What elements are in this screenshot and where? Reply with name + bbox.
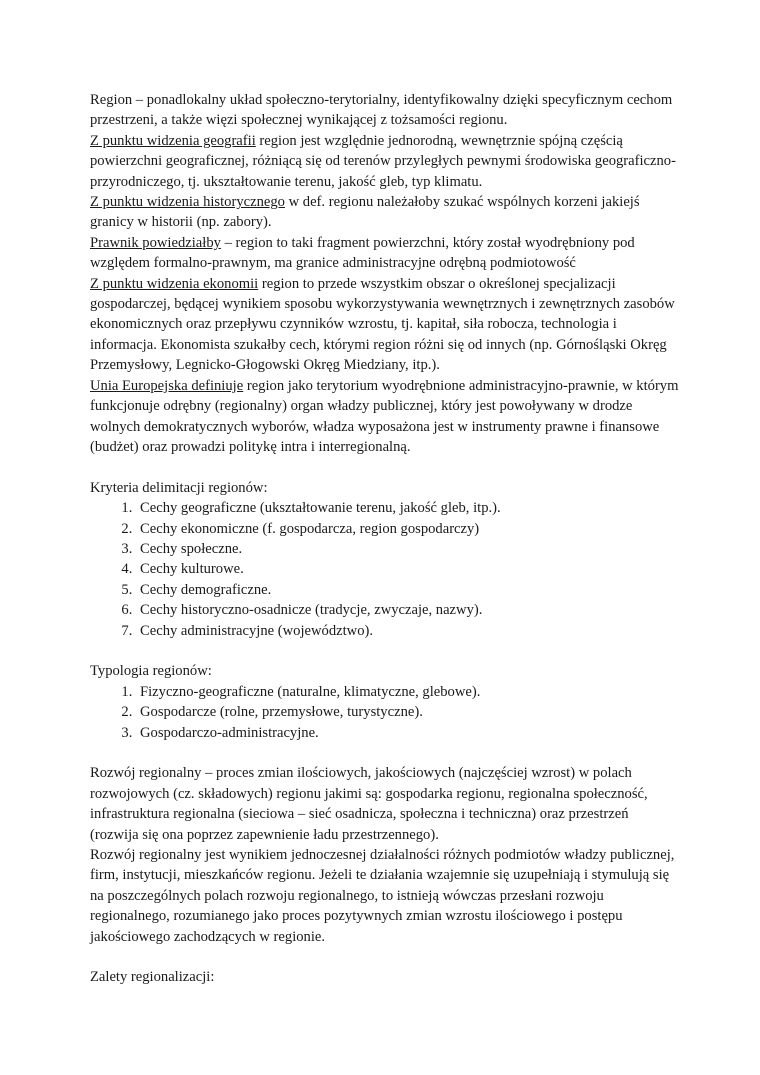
list-item: 3. Cechy społeczne. [136,539,680,559]
development-paragraph-1: Rozwój regionalny – proces zmian ilościowych, jakościowych (najczęściej wzrost) w polach rozwojowych (cz. składowych) regionu jakimi są: gospodarka regionu, regionalna społeczność, infrastruktura regionalna (sieciowa – sieć osadnicza, społeczna i techniczna) oraz przestrzeń (rozwija się ona poprzez zapewnienie ładu przestrzennego). [90,765,648,843]
list-item: 1. Cechy geograficzne (ukształtowanie terenu, jakość gleb, itp.). [136,498,680,518]
view-eu-lead: Unia Europejska definiuje [90,377,244,394]
view-geography-text: region jest względnie jednorodną, wewnętrznie spójną częścią powierzchni geograficznej, różniącą się od terenów przyległych pewnymi środowiska geograficzno-przyrodniczego, tj. ukształtowanie terenu, jakość gleb, typ klimatu. [90,132,676,190]
list-item: 3. Gospodarczo-administracyjne. [136,723,680,743]
list-item: 2. Cechy ekonomiczne (f. gospodarcza, region gospodarczy) [136,519,680,539]
region-definition: Region – ponadlokalny układ społeczno-terytorialny, identyfikowalny dzięki specyficznym cechom przestrzeni, a także więzi społecznej wynikającej z tożsamości regionu. [90,92,673,129]
view-law-text: – region to taki fragment powierzchni, który został wyodrębniony pod względem formalno-prawnym, ma granice administracyjne odrębną podmiotowość [90,234,635,272]
view-law [90,233,680,274]
list-item: 7. Cechy administracyjne (województwo). [136,621,680,641]
view-geography [90,131,680,192]
list-item: 5. Cechy demograficzne. [136,580,680,600]
list-item: 6. Cechy historyczno-osadnicze (tradycje, zwyczaje, nazwy). [136,600,680,620]
typology-heading: Typologia regionów: [90,663,212,680]
view-economics-lead: Z punktu widzenia ekonomii [90,275,259,292]
list-item: 4. Cechy kulturowe. [136,559,680,579]
view-law-lead: Prawnik powiedziałby [90,234,221,251]
development-paragraph-2: Rozwój regionalny jest wynikiem jednoczesnej działalności różnych podmiotów władzy publicznej, firm, instytucji, mieszkańców regionu. Jeżeli te działania wzajemnie się uzupełniają i stymulują się na poszczególnych polach rozwoju regionalnego, to istnieją wówczas przesłani rozwoju regionalnego, rozumianego jako proces pozytywnych zmian wzrostu ilościowego i postępu jakościowego zachodzących w regionie. [90,846,675,945]
criteria-list [90,498,680,641]
view-eu [90,376,680,458]
view-economics-text: region to przede wszystkim obszar o określonej specjalizacji gospodarczej, będącej wynikiem sposobu wykorzystywania wewnętrznych i zewnętrznych zasobów ekonomicznych oraz przepływu czynników wzrostu, tj. kapitał, siła robocza, technologia i informacja. Ekonomista szukałby cech, którymi region różni się od innych (np. Górnośląski Okręg Przemysłowy, Legnicko-Głogowski Okręg Miedziany, itp.). [90,275,675,374]
view-eu-text: region jako terytorium wyodrębnione administracyjno-prawnie, w którym funkcjonuje odrębny (regionalny) organ władzy publicznej, który jest powoływany w drodze wolnych demokratycznych wyborów, władza wyposażona jest w instrumenty prawne i finansowe (budżet) oraz prowadzi politykę intra i interregionalną. [90,377,679,455]
view-history-lead: Z punktu widzenia historycznego [90,194,285,211]
typology-list [90,682,680,743]
criteria-heading: Kryteria delimitacji regionów: [90,479,268,496]
view-geography-lead: Z punktu widzenia geografii [90,132,256,149]
advantages-heading: Zalety regionalizacji: [90,969,215,986]
document-body [90,90,680,988]
view-history-text: w def. regionu należałoby szukać wspólnych korzeni jakiejś granicy w historii (np. zabory). [90,194,640,231]
view-history [90,192,680,233]
list-item: 2. Gospodarcze (rolne, przemysłowe, turystyczne). [136,702,680,722]
view-economics [90,274,680,376]
list-item: 1. Fizyczno-geograficzne (naturalne, klimatyczne, glebowe). [136,682,680,702]
